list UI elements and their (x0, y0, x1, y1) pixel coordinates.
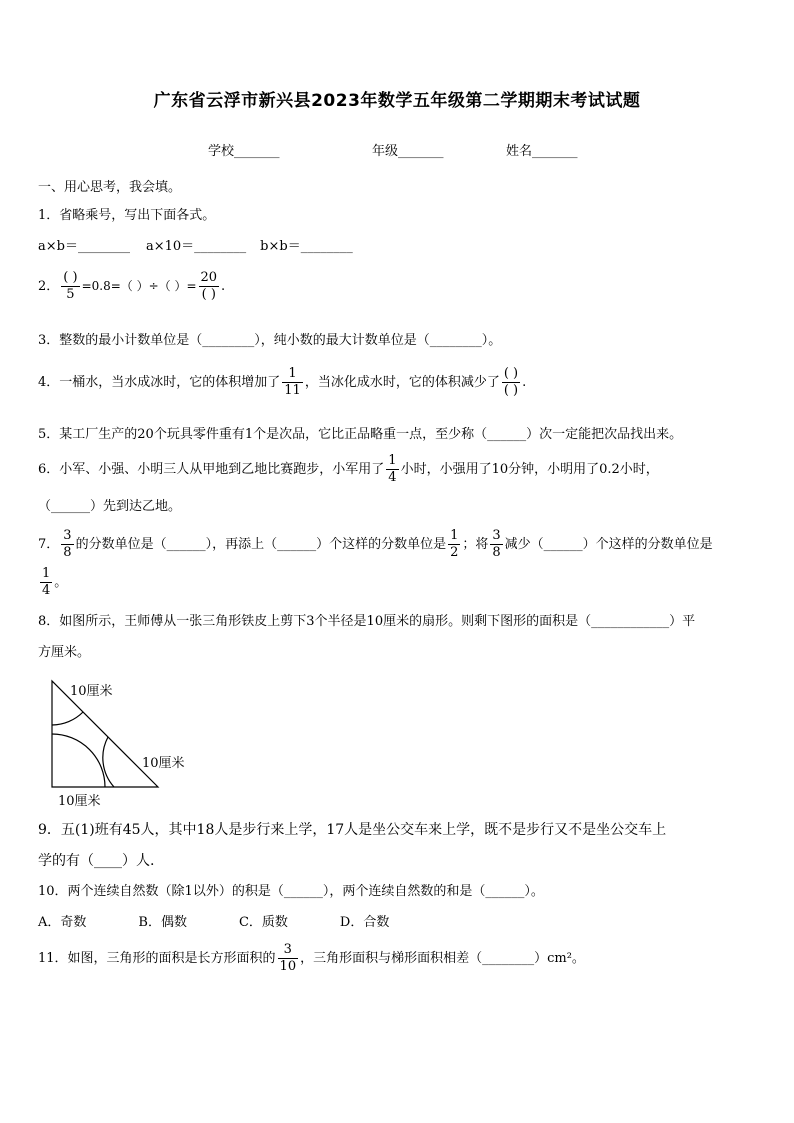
q1-item: b×b＝________ (260, 239, 353, 254)
q1-item: a×10＝________ (145, 239, 247, 254)
section-heading: 一、用心思考，我会填。 (38, 180, 182, 195)
question-3: 3．整数的最小计数单位是（________），纯小数的最大计数单位是（________）。 (38, 333, 502, 348)
question-1-items (38, 237, 353, 257)
grade-field: 年级_______ (372, 144, 444, 159)
question-5: 5．某工厂生产的20个玩具零件重有1个是次品，它比正品略重一点，至少称（______）次一定能把次品找出来。 (38, 427, 683, 442)
q1-item: a×b＝________ (38, 239, 130, 254)
school-field: 学校_______ (208, 144, 280, 159)
q2-text: =0.8=（ ）÷（ ）= (81, 279, 197, 293)
question-6: 6．小军、小强、小明三人从甲地到乙地比赛跑步，小军用了 $\frac{1}{4}$ 小时，小强用了10分钟，小明用了0.2小时， (38, 453, 659, 485)
page-title: 广东省云浮市新兴县2023年数学五年级第二学期期末考试试题 (153, 91, 641, 111)
sector-arc-top (52, 712, 83, 725)
name-field: 姓名_______ (506, 144, 578, 159)
option-b: B．偶数 (138, 915, 187, 930)
question-7-line2: $\frac{1}{4}$ 。 (42, 566, 68, 598)
label-top: 10厘米 (70, 684, 113, 699)
fraction: $\frac{3}{8}$ (492, 528, 501, 560)
label-bottom: 10厘米 (58, 794, 101, 809)
fraction: $\frac{( )}{( )}$ (503, 366, 519, 398)
label-right: 10厘米 (142, 756, 185, 771)
fraction: $\frac{1}{11}$ (284, 366, 301, 398)
question-7: 7． $\frac{3}{8}$ 的分数单位是（______），再添上（______）个这样的分数单位是 $\frac{1}{2}$ ；将 $\frac{3}{8}$ 减少（______）个这样的分数单位是 (38, 528, 713, 560)
question-1-stem: 1．省略乘号，写出下面各式。 (38, 208, 216, 223)
question-8-line2: 方厘米。 (38, 645, 91, 660)
fraction: $\frac{3}{10}$ (279, 942, 297, 974)
question-10-options (38, 913, 389, 933)
fraction: $\frac{20}{( )}$ (200, 270, 218, 302)
question-11: 11．如图，三角形的面积是长方形面积的 $\frac{3}{10}$ ，三角形面积与梯形面积相差（________）cm²。 (38, 942, 585, 974)
fraction: $\frac{1}{4}$ (388, 453, 397, 485)
question-6-line2: （______）先到达乙地。 (38, 499, 182, 514)
fraction: $\frac{( )}{5}$ (63, 270, 78, 302)
triangle-sector-figure (38, 676, 208, 810)
question-9-line2: 学的有（____）人. (38, 853, 155, 869)
fraction: $\frac{3}{8}$ (63, 528, 72, 560)
question-8-line1: 8．如图所示，王师傅从一张三角形铁皮上剪下3个半径是10厘米的扇形。则剩下图形的面积是（____________）平 (38, 614, 696, 629)
question-10-stem: 10．两个连续自然数（除1以外）的积是（______），两个连续自然数的和是（______）。 (38, 884, 544, 899)
question-9-line1: 9．五(1)班有45人，其中18人是步行来上学，17人是坐公交车来上学，既不是步行又不是坐公交车上 (38, 822, 667, 838)
question-2: 2． $\frac{( )}{5}$ =0.8=（ ）÷（ ）= $\frac{20}{( )}$ . (38, 270, 226, 302)
question-number: 2． (38, 279, 60, 294)
fraction: $\frac{1}{4}$ (42, 566, 51, 598)
sector-arc-corner (52, 734, 105, 787)
question-4: 4．一桶水，当水成冰时，它的体积增加了 $\frac{1}{11}$ ，当冰化成水时，它的体积减少了 $\frac{( )}{( )}$ . (38, 366, 527, 398)
option-c: C．质数 (238, 915, 288, 930)
option-d: D．合数 (339, 915, 390, 930)
option-a: A．奇数 (38, 915, 87, 930)
fraction: $\frac{1}{2}$ (450, 528, 459, 560)
